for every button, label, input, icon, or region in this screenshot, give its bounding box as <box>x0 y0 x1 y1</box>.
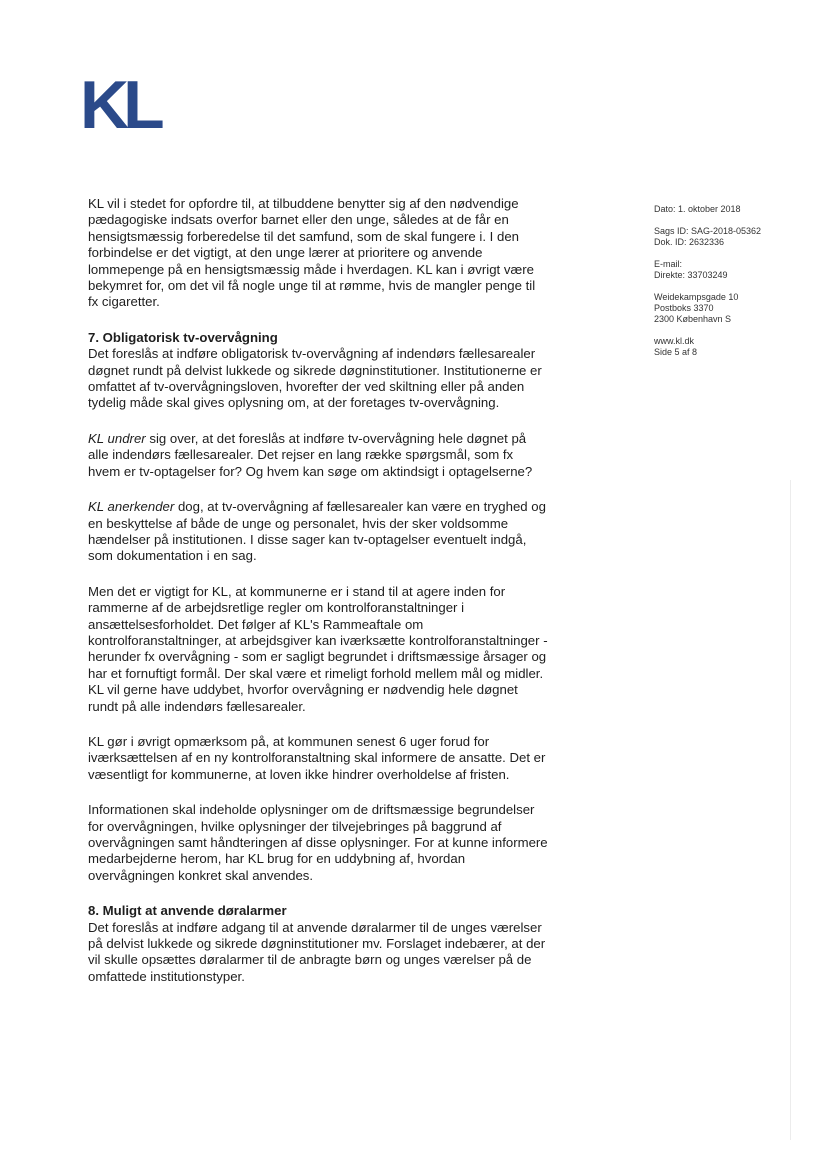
kl-logo-text: KL <box>80 74 159 136</box>
meta-direkte: Direkte: 33703249 <box>654 270 728 280</box>
kl-logo <box>80 74 170 141</box>
heading-doeralarmer: 8. Muligt at anvende døralarmer <box>88 903 287 919</box>
meta-email-label: E-mail: <box>654 259 683 269</box>
meta-ids-group <box>654 226 804 248</box>
meta-address-postbox: Postboks 3370 <box>654 303 714 313</box>
meta-contact-group <box>654 259 804 281</box>
paragraph-frist: KL gør i øvrigt opmærksom på, at kommunen senest 6 uger forud for iværksættelsen af en ny kontrolforanstaltning skal informere de ansatte. Det er væsentligt for kommunerne, at loven ikke hindrer overholdelse af fristen. <box>88 733 546 782</box>
kl-anerkender-emphasis: KL anerkender <box>88 499 175 515</box>
meta-web-group <box>654 336 804 358</box>
meta-date: Dato: 1. oktober 2018 <box>654 204 741 214</box>
meta-address-group <box>654 292 804 325</box>
meta-address-city: 2300 København S <box>654 314 732 324</box>
scan-artifact-line <box>790 480 791 1140</box>
paragraph-information: Informationen skal indeholde oplysninger om de driftsmæssige begrundelser for overvågningen, hvilke oplysninger der tilvejebringes på baggrund af overvågningen samt håndteringen af disse oplysninger. For at kunne informere medarbejderne herom, har KL brug for en uddybning af, hvordan overvågningen konkret skal anvendes. <box>88 802 548 883</box>
paragraph-doeralarmer: Det foreslås at indføre adgang til at anvende døralarmer til de unges værelser på delvist lukkede og sikrede døgninstitutioner mv. Forslaget indebærer, at der vil skulle opsættes døralarmer til de anbragte børn og unges værelser på de omfattede institutionstyper. <box>88 919 546 984</box>
meta-page-number: Side 5 af 8 <box>654 347 698 357</box>
paragraph-kl-undrer <box>88 431 548 480</box>
meta-dok-id: Dok. ID: 2632336 <box>654 237 725 247</box>
kl-anerkender-text: dog, at tv-overvågning af fællesarealer kan være en tryghed og en beskyttelse af både de unge og personalet, hvis der sker voldsomme hændelser på institutionen. I disse sager kan tv-optagelser eventuelt indgå, som dokumentation i en sag. <box>88 499 546 564</box>
paragraph-tv-proposal: Det foreslås at indføre obligatorisk tv-overvågning af indendørs fællesarealer døgnet rundt på delvist lukkede og sikrede døgninstitutioner. Institutionerne er omfattet af tv-overvågningsloven, hvorefter der ved skiltning eller på anden tydelig måde skal gives oplysning om, at der foretages tv-overvågning. <box>88 346 542 411</box>
meta-address-street: Weidekampsgade 10 <box>654 292 739 302</box>
document-meta <box>654 204 804 369</box>
paragraph-lommepenge: KL vil i stedet for opfordre til, at tilbuddene benytter sig af den nødvendige pædagogiske indsats overfor barnet eller den unge, således at de får en hensigtsmæssig forberedelse til det samfund, som de skal fungere i. I den forbindelse er det vigtigt, at den unge lærer at prioritere og anvende lommepenge på en hensigtsmæssig måde i hverdagen. KL kan i øvrigt være bekymret for, om det vil få nogle unge til at rømme, hvis de mangler penge til fx cigaretter. <box>88 196 536 310</box>
heading-tv-overvaagning: 7. Obligatorisk tv-overvågning <box>88 329 278 345</box>
kl-undrer-emphasis: KL undrer <box>88 430 146 446</box>
meta-web: www.kl.dk <box>654 336 695 346</box>
paragraph-arbejdsretlige-regler: Men det er vigtigt for KL, at kommunerne er i stand til at agere inden for rammerne af de arbejdsretlige regler om kontrolforanstaltninger i ansættelsesforholdet. Det følger af KL's Rammeaftale om kontrolforanstaltninger, at arbejdsgiver kan iværksætte kontrolforanstaltninger - herunder fx overvågning - som er sagligt begrundet i driftsmæssige årsager og har et fornuftigt formål. Der skal være et rimeligt forhold mellem mål og midler. KL vil gerne have uddybet, hvorfor overvågning er nødvendig hele døgnet rundt på alle indendørs fællesarealer. <box>88 583 548 714</box>
paragraph-kl-anerkender <box>88 499 548 565</box>
kl-logo-mark <box>80 74 170 136</box>
meta-sags-id: Sags ID: SAG-2018-05362 <box>654 226 762 236</box>
letter-body <box>88 196 548 1004</box>
meta-date-group <box>654 204 804 215</box>
kl-undrer-text: sig over, at det foreslås at indføre tv-overvågning hele døgnet på alle indendørs fællesarealer. Det rejser en lang række spørgsmål, som fx hvem er tv-optagelser for? Og hvem kan søge om aktindsigt i optagelserne? <box>88 430 533 479</box>
